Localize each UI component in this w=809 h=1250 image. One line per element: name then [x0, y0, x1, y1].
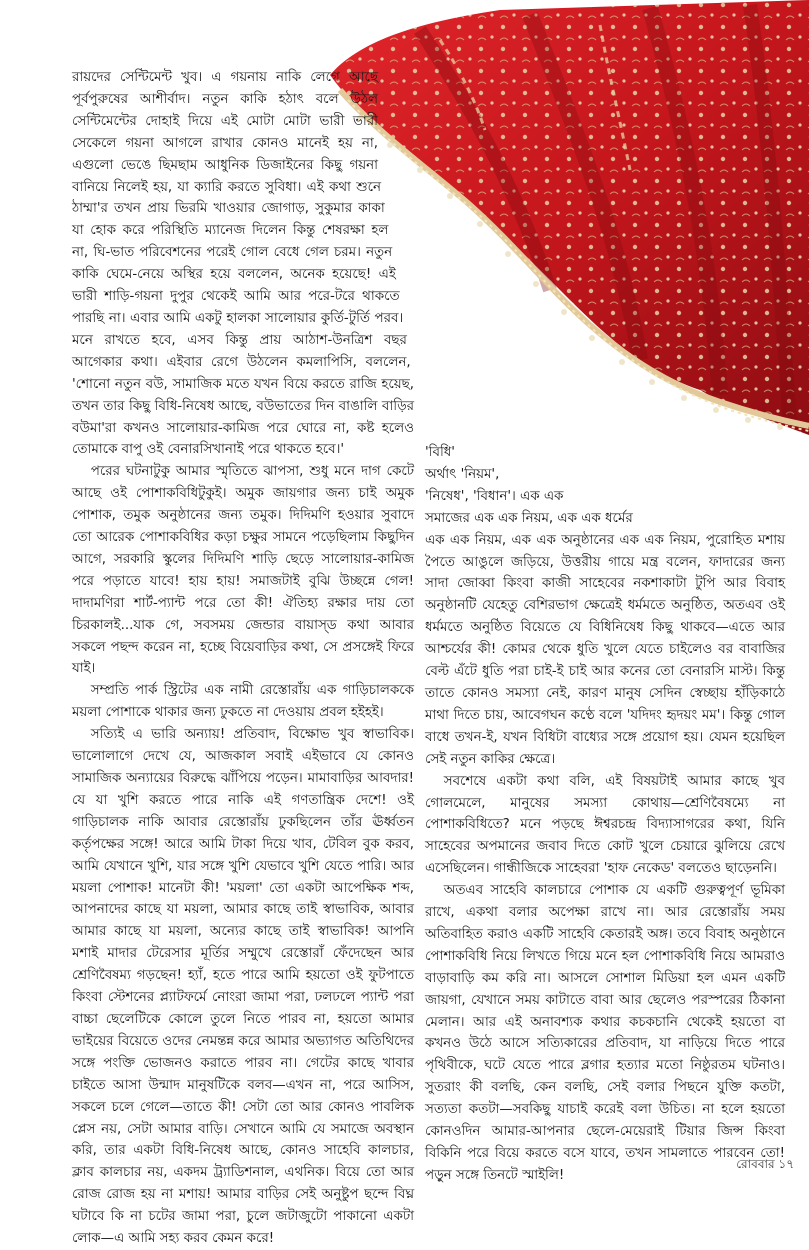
lead-line-1: 'বিধি' [425, 445, 455, 460]
right-paragraph-1: এক এক নিয়ম, এক এক অনুষ্ঠানের এক এক নিয়ম, পুরোহিত মশায় পৈতে আঙুলে জড়িয়ে, উত্তরীয় গায়ে মন্ত্র বলেন, ফাদারের জন্য সাদা জোব্বা কিংবা কাজী সাহেবের নকশাকাটা টুপি আর বিবাহ অনুষ্ঠানটি যেহেতু বেশিরভাগ ক্ষেত্রেই ধর্মমতে অনুষ্ঠিত, অতএব ওই ধর্মমতে অনুষ্ঠিত বিয়েতে যে বিধিনিষেধ কিছু থাকবে—এতে আর আশ্চর্যের কী! কোমর থেকে ধুতি খুলে যেতে চাইলেও বর বাবাজির বেল্ট এঁটে ধুতি পরা চাই-ই চাই আর কনের তো বেনারসি মাস্ট। কিন্তু তাতে কোনও সমস্যা নেই, কারণ মানুষ সেদিন স্বেচ্ছায় হাঁড়িকাঠে মাথা দিতে চায়, আবেগঘন কণ্ঠে বলে 'যদিদং হৃদয়ং মম'। কিন্তু গোল বাধে তখন-ই, যখন বিধিটা বাধ্যের সঙ্গে প্রয়োগ হয়। যেমন হয়েছিল সেই নতুন কাকির ক্ষেত্রে। [425, 532, 785, 767]
left-paragraph-1: রায়দের সেন্টিমেন্ট খুব। এ গয়নায় নাকি লেগে আছে পূর্বপুরুষের আশীর্বাদ। নতুন কাকি হঠাৎ বলে উঠল সেন্টিমেন্টের দোহাই দিয়ে এই মোটা মোটা ভারী ভারী সেকেলে গয়না আগলে রাখার কোনও মানেই হয় না, এগুলো ভেঙে ছিমছাম আধুনিক ডিজাইনের কিছু গয়না বানিয়ে নিলেই হয়, যা ক্যারি করতে সুবিধা। এই কথা শুনে ঠাম্মা'র তখন প্রায় ভিরমি খাওয়ার জোগাড়, সুকুমার কাকা যা হোক করে পরিস্থিতি ম্যানেজ দিলেন কিন্তু শেষরক্ষা হল না, ঘি-ভাত পরিবেশনের পরেই গোল বেধে গেল চরম। নতুন কাকি ঘেমে-নেয়ে অস্থির হয়ে বললেন, অনেক হয়েছে! এই ভারী শাড়ি-গয়না দুপুর থেকেই আমি আর পরে-টরে থাকতে পারছি না। এবার আমি একটু হালকা সালোয়ার কুর্তি-টুর্তি পরব। মনে রাখতে হবে, এসব কিন্তু প্রায় আঠাশ-উনত্রিশ বছর আগেকার কথা। এইবার রেগে উঠলেন কমলাপিসি, বললেন, 'শোনো নতুন বউ, সামাজিক মতে যখন বিয়ে করতে রাজি হয়েছ, তখন তার কিছু বিধি-নিষেধ আছে, বউভাতের দিন বাঙালি বাড়ির বউমা'রা কখনও সালোয়ার-কামিজ পরে ঘোরে না, কষ্ট হলেও তোমাকে বাপু ওই বেনারসিখানাই পরে থাকতে হবে।' [72, 70, 414, 458]
lead-line-2: অর্থাৎ 'নিয়ম', [425, 466, 500, 482]
right-paragraph-3: অতএব সাহেবি কালচারে পোশাক যে একটি গুরুত্বপূর্ণ ভূমিকা রাখে, একথা বলার অপেক্ষা রাখে না। আর রেস্তোরাঁয় সময় অতিবাহিত করাও একটি সাহেবি কেতারই অঙ্গ। তবে বিবাহ অনুষ্ঠানে পোশাকবিধি নিয়ে লিখতে গিয়ে মনে হল পোশাকবিধি নিয়ে আমরাও বাড়াবাড়ি কম করি না। আসলে সোশাল মিডিয়া হল এমন একটি জায়গা, যেখানে সময় কাটাতে বাবা আর ছেলেও পরস্পরের ঠিকানা মেলান। আর এই অনাবশ্যক কথার কচকচানি থেকেই হয়তো বা কখনও উঠে আসে সত্যিকারের প্রতিবাদ, যা নাড়িয়ে দিতে পারে পৃথিবীকে, ঘটে যেতে পারে ব্লগার হত্যার মতো নিষ্ঠুরতম ঘটনাও। সুতরাং কী বলছি, কেন বলছি, সেই বলার পিছনে যুক্তি কতটা, সত্যতা কতটা—সবকিছু যাচাই করেই বলা উচিত। না হলে হয়তো কোনওদিন আমার-আপনার ছেলে-মেয়েরাই টিয়ার জিন্স কিংবা বিকিনি পরে বিয়ে করতে বসে যাবে, তখন সামলাতে পারবেন তো! পড়ুন সঙ্গে তিনটে স্মাইলি! [425, 883, 785, 1183]
right-paragraph-2: সবশেষে একটা কথা বলি, এই বিষয়টাই আমার কাছে খুব গোলমেলে, মানুষের সমস্যা কোথায়—শ্রেণিবৈষম্যে না পোশাকবিধিতে? মনে পড়ছে ঈশ্বরচন্দ্র বিদ্যাসাগরের কথা, যিনি সাহেবের অপমানের জবাব দিতে কোট খুলে চেয়ারে ঝুলিয়ে রেখে এসেছিলেন। গান্ধীজিকে সাহেবরা 'হাফ নেকেড' বলতেও ছাড়েননি। [425, 773, 785, 877]
right-article-column [425, 442, 785, 1187]
left-paragraph-2: পরের ঘটনাটুকু আমার স্মৃতিতে ঝাপসা, শুধু মনে দাগ কেটে আছে ওই পোশাকবিধিটুকুই। অমুক জায়গার জন্য চাই অমুক পোশাক, তমুক অনুষ্ঠানের জন্য তমুক। দিদিমণি হওয়ার সুবাদে তো আরেক পোশাকবিধির কড়া চক্ষুর সামনে পড়েছিলাম কিছুদিন আগে, সরকারি স্কুলের দিদিমণি শাড়ি ছেড়ে সালোয়ার-কামিজ পরে পড়াতে যাবে! হায় হায়! সমাজটাই বুঝি উচ্ছন্নে গেল! দাদামণিরা শার্ট-প্যান্ট পরে তো কী! ঐতিহ্য রক্ষার দায় তো চিরকালই...যাক গে, সবসময় জেন্ডার বায়াস্ড কথা আবার সকলে পছন্দ করেন না, হচ্ছে বিয়েবাড়ির কথা, সে প্রসঙ্গেই ফিরে যাই। [72, 464, 414, 677]
left-paragraph-4: সত্যিই এ ভারি অন্যায়! প্রতিবাদ, বিক্ষোভ খুব স্বাভাবিক। ভালোলাগে দেখে যে, আজকাল সবাই এইভাবে যে কোনও সামাজিক অন্যায়ের বিরুদ্ধে ঝাঁপিয়ে পড়েন। মামাবাড়ির আবদার! যে যা খুশি করতে পারে নাকি এই গণতান্ত্রিক দেশে! ওই গাড়িচালক নাকি আবার রেস্তোরাঁয় ঢুকছিলেন তাঁর ঊর্ধ্বতন কর্তৃপক্ষের সঙ্গে! আরে আমি টাকা দিয়ে খাব, টেবিল বুক করব, আমি যেখানে খুশি, যার সঙ্গে খুশি যেভাবে খুশি যেতে পারি। আর ময়লা পোশাক! মানেটা কী! 'ময়লা' তো একটা আপেক্ষিক শব্দ, আপনাদের কাছে যা ময়লা, আমার কাছে তাই স্বাভাবিক, আবার আমার কাছে যা ময়লা, অন্যের কাছে তাই স্বাভাবিক! আপনি মশাই মাদার টেরেসার মূর্তির সম্মুখে রেস্তোরাঁ ফেঁদেছেন আর শ্রেণিবৈষম্য গড়ছেন! হ্যাঁ, হতে পারে আমি হয়তো ওই ফুটপাতে কিংবা স্টেশনের প্ল্যাটফর্মে নোংরা জামা পরা, ঢলঢলে প্যান্ট পরা বাচ্চা ছেলেটিকে কোলে তুলে নিতে পারব না, হয়তো আমার ভাইয়ের বিয়েতে ওদের নেমন্তন্ন করে আমার অভ্যাগত অতিথিদের সঙ্গে পংক্তি ভোজনও করাতে পারব না। গেটের কাছে খাবার চাইতে আসা উন্মাদ মানুষটিকে বলব—এখন না, পরে আসিস, সকলে চলে গেলে—তাতে কী! সেটা তো আর কোনও পাবলিক প্লেস নয়, সেটা আমার বাড়ি। সেখানে আমি যে সমাজে অবস্থান করি, তার একটা বিধি-নিষেধ আছে, কোনও সাহেবি কালচার, ক্লাব কালচার নয়, একদম ট্র্যাডিশনাল, এথনিক। বিয়ে তো আর রোজ রোজ হয় না মশায়! আমার বাড়ির সেই অনুষ্টুপ ছন্দে বিঘ্ন ঘটাবে কি না চটের জামা পরা, চুলে জটাজুটো পাকানো একটা লোক—এ আমি সহ্য করব কেমন করে! [72, 727, 414, 1247]
page-footer [684, 1156, 794, 1176]
lead-line-3: 'নিষেধ', 'বিধান'। এক এক [425, 488, 564, 504]
left-article-column [72, 67, 414, 1250]
left-paragraph-3: সম্প্রতি পার্ক স্ট্রিটের এক নামী রেস্তোরাঁয় এক গাড়িচালককে ময়লা পোশাকে থাকার জন্য ঢুকতে না দেওয়ায় প্রবল হইহই। [72, 683, 414, 721]
page-number: ১৭ [778, 1157, 794, 1171]
magazine-name: রোববার [736, 1157, 775, 1171]
lead-line-4: সমাজের এক এক নিয়ম, এক এক ধর্মের [425, 510, 633, 526]
